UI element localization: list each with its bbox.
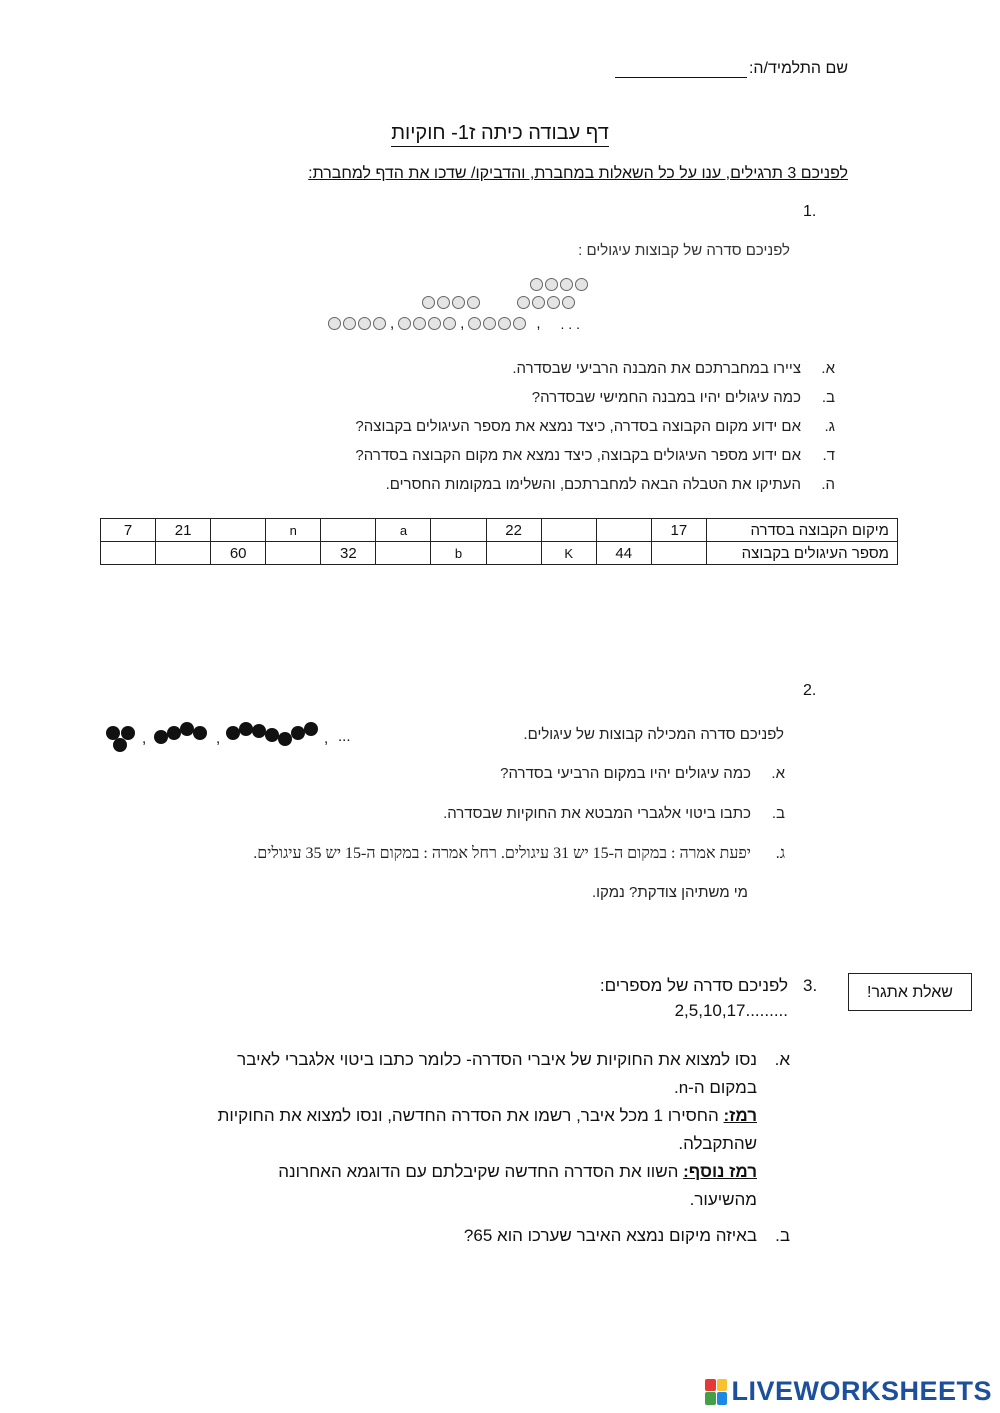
q2-comma-3: , [324,730,329,747]
q1-number: 1. [803,203,817,220]
q3-item-a-line2: במקום ה-n. [673,1078,757,1097]
q2-number: 2. [803,682,817,699]
q3-item-b: ב.באיזה מיקום נמצא האיבר שערכו הוא 65? [463,1226,790,1245]
intro-text: לפניכם 3 תרגילים, ענו על כל השאלות במחברת, והדביקו/ שדכו את הדף למחברת: [308,165,848,182]
table-cell[interactable] [156,542,211,565]
q2-followup: מי משתיהן צודקת? נמקו. [591,884,748,901]
table-row [101,542,898,565]
table-cell: 32 [321,542,376,565]
table-cell[interactable] [651,542,706,565]
q1-comma-3: , [536,315,541,332]
student-name-field [615,60,848,78]
table-cell: 22 [486,519,541,542]
q1-comma-1: , [390,315,395,332]
q1-item-d: ד.אם ידוע מספר העיגולים בקבוצה, כיצד נמצא את מקום הקבוצה בסדרה? [355,447,835,464]
table-cell: 60 [211,542,266,565]
table-cell: a [376,519,431,542]
table-cell[interactable] [321,519,376,542]
group3-row1 [530,278,588,291]
table-cell[interactable] [541,519,596,542]
q1-table [100,518,898,565]
q2-item-b: ב.כתבו ביטוי אלגברי המבטא את החוקיות שבסדרה. [443,805,785,822]
q2-item-c: ג.יפעת אמרה : במקום ה-15 יש 31 עיגולים. רחל אמרה : במקום ה-15 יש 35 עיגולים. [253,845,785,862]
q2-circle-groups [106,722,366,754]
table-cell: 17 [651,519,706,542]
group3-row2 [517,296,575,309]
table-cell[interactable] [431,519,486,542]
q3-number: 3. [803,976,818,995]
q1-item-e: ה.העתיקו את הטבלה הבאה למחברתכם, והשלימו במקומות החסרים. [385,476,835,493]
table-cell[interactable] [376,542,431,565]
table-cell: b [431,542,486,565]
table-cell: K [541,542,596,565]
q1-item-a: א.ציירו במחברתכם את המבנה הרביעי שבסדרה. [512,360,835,377]
q1-comma-2: , [460,315,465,332]
hint2-label: רמז נוסף: [683,1162,757,1181]
student-name-label: שם התלמיד/ה: [748,60,848,77]
q3-hint-cont: שהתקבלה. [678,1134,757,1153]
table-cell: 21 [156,519,211,542]
q3-sequence: 2,5,10,17......... [674,1001,788,1020]
q2-ellipsis: ... [338,728,351,745]
table-cell: 44 [596,542,651,565]
q2-lead: לפניכם סדרה המכילה קבוצות של עיגולים. [523,726,784,743]
table-cell: n [266,519,321,542]
table-cell[interactable] [266,542,321,565]
table-row-header-count: מספר העיגולים בקבוצה [707,542,898,565]
q1-item-b: ב.כמה עיגולים יהיו במבנה החמישי שבסדרה? [531,389,835,406]
q1-item-c: ג.אם ידוע מקום הקבוצה בסדרה, כיצד נמצא את מספר העיגולים בקבוצה? [355,418,835,435]
logo-mark-icon [705,1379,727,1405]
q1-ellipsis: . . . [560,315,580,332]
table-row [101,519,898,542]
table-cell[interactable] [211,519,266,542]
group2-row1 [422,296,480,309]
table-row-header-position: מיקום הקבוצה בסדרה [707,519,898,542]
page-title-text: דף עבודה כיתה ז1- חוקיות [391,122,609,147]
q2-comma-2: , [216,730,221,747]
bottom-row [328,315,580,332]
table-cell[interactable] [486,542,541,565]
logo-square-red [705,1379,716,1392]
q3-lead: לפניכם סדרה של מספרים: [599,976,788,995]
liveworksheets-logo [705,1376,992,1407]
table-cell[interactable] [101,542,156,565]
q1-circle-groups [328,276,658,334]
q3-item-a [150,1046,790,1214]
logo-square-green [705,1392,716,1405]
q1-lead: לפניכם סדרה של קבוצות עיגולים : [578,242,790,259]
q2-group-1 [106,726,136,752]
logo-text: LIVEWORKSHEETS [731,1376,992,1406]
logo-square-yellow [717,1379,728,1392]
q3-hint: רמז: החסירו 1 מכל איבר, רשמו את הסדרה החדשה, ונסו למצוא את החוקיות [217,1106,757,1125]
hint-label: רמז: [723,1106,757,1125]
page-title [0,122,1000,147]
q2-item-a: א.כמה עיגולים יהיו במקום הרביעי בסדרה? [500,765,785,782]
q3-hint2-cont: מהשיעור. [689,1190,757,1209]
challenge-badge: שאלת אתגר! [848,973,972,1011]
student-name-blank[interactable] [615,61,747,78]
table-cell: 7 [101,519,156,542]
q3-item-a-line1: א.נסו למצוא את החוקיות של איברי הסדרה- כלומר כתבו ביטוי אלגברי לאיבר [237,1050,790,1069]
table-cell[interactable] [596,519,651,542]
logo-square-blue [717,1392,728,1405]
q2-comma-1: , [142,730,147,747]
q3-hint2: רמז נוסף: השוו את הסדרה החדשה שקיבלתם עם הדוגמא האחרונה [278,1162,757,1181]
